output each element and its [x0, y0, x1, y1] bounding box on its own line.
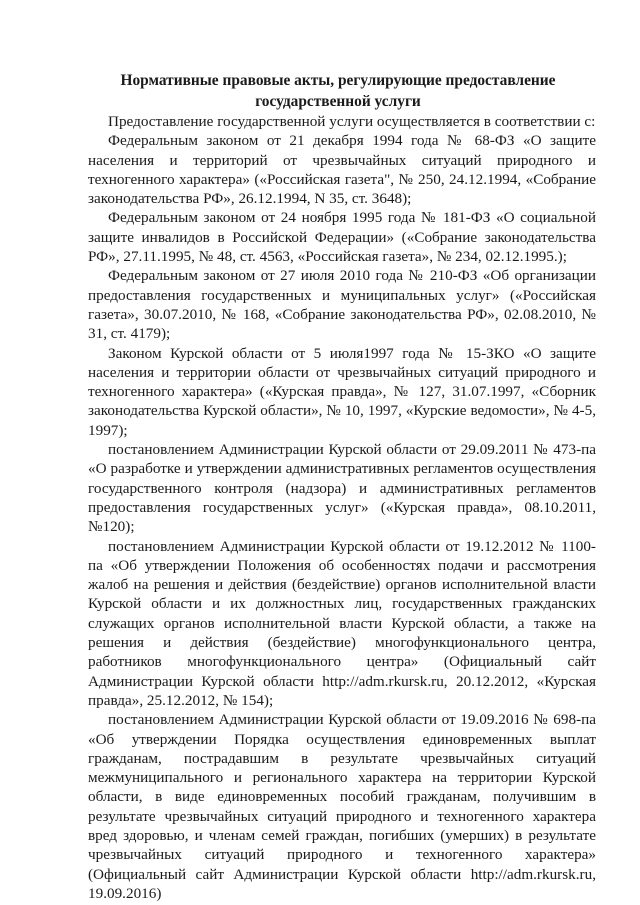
title-line-1: Нормативные правовые акты, регулирующие предоставление: [120, 72, 556, 89]
paragraph-federal-law-68: Федеральным законом от 21 декабря 1994 года № 68-ФЗ «О защите населения и территорий от чрезвычайных ситуаций природного и техногенного характера» («Российская газета", № 250, 24.12.1994, «Собрание законодательства РФ», 26.12.1994, N 35, ст. 3648);: [88, 132, 596, 208]
paragraph-resolution-698: постановлением Администрации Курской области от 19.09.2016 № 698-па «Об утверждении Порядка осуществления единовременных выплат гражданам, пострадавшим в результате чрезвычайных ситуаций межмуниципального и регионального характера на территории Курской области, в виде единовременных пособий гражданам, получившим в результате чрезвычайных ситуаций природного и техногенного характера вред здоровью, и членам семей граждан, погибших (умерших) в результате чрезвычайных ситуаций природного и техногенного характера» (Официальный сайт Администрации Курской области http://adm.rkursk.ru, 19.09.2016): [88, 711, 596, 902]
title-line-2: государственной услуги: [255, 93, 421, 110]
document-title: [80, 66, 596, 112]
paragraph-federal-law-210: Федеральным законом от 27 июля 2010 года № 210-ФЗ «Об организации предоставления государственных и муниципальных услуг» («Российская газета», 30.07.2010, № 168, «Собрание законодательства РФ», 02.08.2010, № 31, ст. 4179);: [88, 267, 596, 343]
paragraph-federal-law-181: Федеральным законом от 24 ноября 1995 года № 181-ФЗ «О социальной защите инвалидов в Российской Федерации» («Собрание законодательства РФ», 27.11.1995, № 48, ст. 4563, «Российская газета», № 234, 02.12.1995.);: [88, 209, 596, 266]
paragraph-kursk-law-15: Законом Курской области от 5 июля1997 года № 15-ЗКО «О защите населения и территории области от чрезвычайных ситуаций природного и техногенного характера» («Курская правда», № 127, 31.07.1997, «Сборник законодательства Курской области», № 10, 1997, «Курские ведомости», № 4-5, 1997);: [88, 344, 596, 439]
paragraph-resolution-1100: постановлением Администрации Курской области от 19.12.2012 № 1100-па «Об утверждении Положения об особенностях подачи и рассмотрения жалоб на решения и действия (бездействие) органов исполнительной власти Курской области и их должностных лиц, государственных гражданских служащих органов исполнительной власти Курской области, а также на решения и действия (бездействие) многофункционального центра, работников многофункционального центра» (Официальный сайт Администрации Курской области http://adm.rkursk.ru, 20.12.2012, «Курская правда», 25.12.2012, № 154);: [88, 537, 596, 709]
intro-paragraph: Предоставление государственной услуги осуществляется в соответствии с:: [108, 113, 596, 130]
paragraph-resolution-473: постановлением Администрации Курской области от 29.09.2011 № 473-па «О разработке и утверждении административных регламентов осуществления государственного контроля (надзора) и административных регламентов предоставления государственных услуг» («Курская правда», 08.10.2011, №120);: [88, 441, 596, 536]
